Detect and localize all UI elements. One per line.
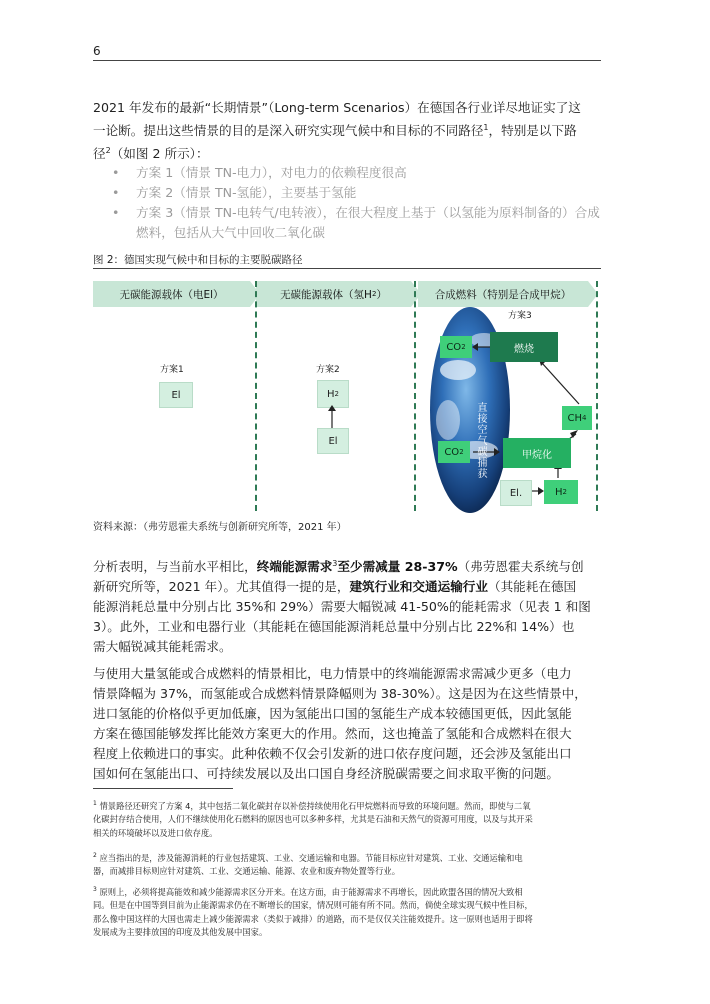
scenario-2-label: 方案2 (316, 365, 340, 375)
ch4-box: CH 4 (562, 406, 592, 430)
combustion-box: 燃烧 (490, 332, 558, 362)
list-item: • 方案 2（情景 TN-氢能），主要基于氢能 (112, 183, 602, 203)
scenario-3-label: 方案3 (508, 311, 532, 321)
column-header-electricity: 无碳能源载体（电El） (93, 281, 250, 307)
intro-line-1: 2021 年发布的最新“长期情景”（Long-term Scenarios）在德国各行业详尽地证实了这 (93, 100, 581, 115)
list-item: • 方案 1（情景 TN-电力），对电力的依赖程度很高 (112, 163, 602, 183)
electricity-box: El (317, 428, 349, 454)
co2-box-bottom: CO 2 (438, 441, 470, 463)
figure-rule (93, 268, 601, 269)
page-number: 6 (93, 44, 101, 58)
column-header-synthetic-fuels: 合成燃料（特别是合成甲烷） (418, 281, 588, 307)
electricity-box: El. (500, 480, 532, 506)
methanation-box: 甲烷化 (503, 438, 571, 468)
scenario-list (112, 163, 602, 243)
co2-box-top: CO 2 (440, 336, 472, 358)
footnote-2: $^2$ 应当指出的是，涉及能源消耗的行业包括建筑、工业、交通运输和电器。节能目标应针对建筑、工业、交通运输和电 器，而减排目标则应针对建筑、工业、交通运输、能源、农业和废弃物处置等行业。 (93, 852, 523, 877)
figure-source: 资料来源：（弗劳恩霍夫系统与创新研究所等，2021 年） (93, 522, 347, 533)
footnote-1: $^1$ 情景路径还研究了方案 4，其中包括二氧化碳封存以补偿持续使用化石甲烷燃料而导致的环境问题。然而，即使与二氧 化碳封存结合使用，人们不继续使用化石燃料的原因也可以多种多样，尤其是石油和天然气的资源可用度，以及与其开采 相关的环境破坏以及进口依存度。 (93, 800, 533, 838)
footnote-ref-1[interactable]: 1 (483, 123, 489, 132)
scenario-1-label: 方案1 (160, 365, 184, 375)
footnote-3: $^3$ 原则上，必须将提高能效和减少能源需求区分开来。在这方面，由于能源需求不再增长，因此欧盟各国的情况大致相 同。但是在中国等到目前为止能源需求仍在不断增长的国家，情况则可能有所不同。然而，倘使全球实现气候中性目标， 那么像中国这样的大国也需走上减少能源需求（类似于减排）的道路，而不是仅仅关注能效提升。这一原则也适用于即将 发展成为主要排放国的印度及其他发展中国家。 (93, 886, 533, 938)
intro-line-3: 径$^2$（如图 2 所示）： (93, 146, 209, 162)
analysis-paragraph: 分析表明，与当前水平相比，终端能源需求$^3$至少需减量 28-37%（弗劳恩霍夫系统与创 新研究所等，2021 年）。尤其值得一提的是，建筑行业和交通运输行业（其能耗在德国 能源消耗总量中分别占比 35%和 29%）需要大幅锐减 41-50%的能耗需求（见表 1 和图 3）。此外，工业和电器行业（其能耗在德国能源消耗总量中分别占比 22%和 14%）也 需大幅锐减其能耗需求。 (93, 559, 591, 655)
arrow-up-icon (324, 404, 340, 430)
column-header-hydrogen: 无碳能源载体（氢H 2 ） (256, 281, 411, 307)
footnote-ref-2[interactable]: 2 (105, 146, 111, 156)
hydrogen-box: H 2 (317, 380, 349, 408)
column-divider (255, 281, 257, 511)
intro-paragraph (93, 98, 601, 164)
comparison-paragraph: 与使用大量氢能或合成燃料的情景相比，电力情景中的终端能源需求需减少更多（电力 情景降幅为 37%，而氢能或合成燃料情景降幅则为 38-30%）。这是因为在这些情景中， 进口氢能的价格似乎更加低廉，因为氢能出口国的氢能生产成本较德国更低，因此氢能 方案在德国能够发挥比能效方案更大的作用。然而，这也掩盖了氢能和合成燃料在很大 程度上依赖进口的事实。此种依赖不仅会引发新的进口依存度问题，还会涉及氢能出口 国如何在氢能出口、可持续发展以及出口国自身经济脱碳需要之间求取平衡的问题。 (93, 666, 587, 781)
direct-air-capture-label: 直接空气碳捕获 (475, 402, 486, 479)
list-item: • 方案 3（情景 TN-电转气/电转液），在很大程度上基于（以氢能为原料制备的）合成燃料，包括从大气中回收二氧化碳 (112, 203, 602, 243)
electricity-box: El (159, 382, 193, 408)
header-rule (93, 60, 601, 61)
hydrogen-box: H 2 (544, 480, 578, 504)
footnote-ref-3[interactable]: 3 (332, 559, 338, 568)
column-divider (414, 281, 416, 511)
figure-title: 图 2：德国实现气候中和目标的主要脱碳路径 (93, 254, 303, 266)
footnote-rule (93, 788, 233, 789)
intro-line-2: 一论断。提出这些情景的目的是深入研究实现气候中和目标的不同路径$^1$，特别是以下路 (93, 123, 577, 139)
